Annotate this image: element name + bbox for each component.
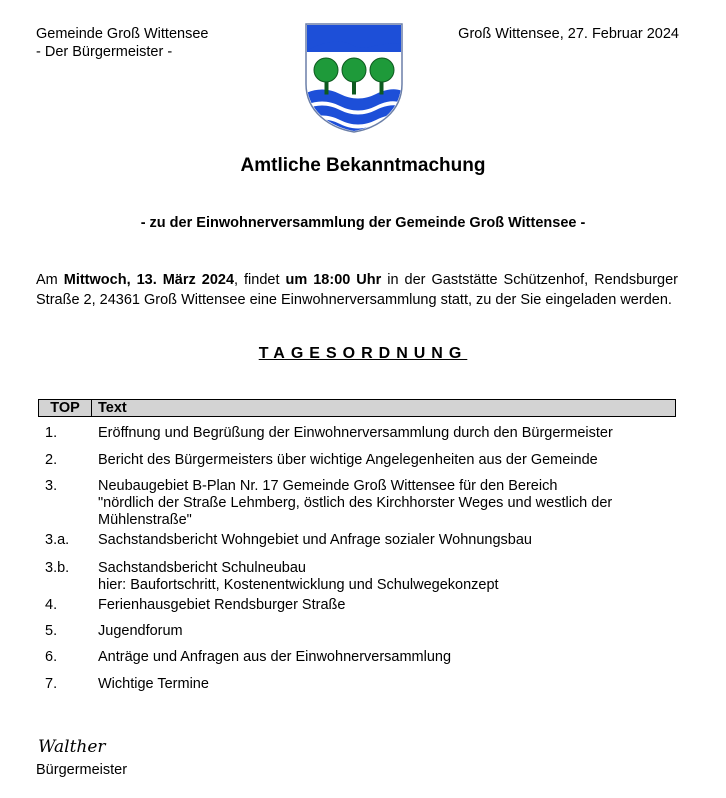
agenda-item-number: 6.: [45, 649, 58, 665]
agenda-item-text: Eröffnung und Begrüßung der Einwohnerversammlung durch den Bürgermeister: [98, 425, 613, 441]
agenda-item: [38, 560, 678, 594]
intro-text-2: , findet: [234, 272, 286, 288]
intro-text-3: in der Gaststätte Schützenhof, Rendsburger Straße 2, 24361 Groß Wittensee eine Einwohnerversammlung statt, zu der Sie eingeladen werden.: [36, 272, 679, 308]
agenda-item-number: 3.: [45, 478, 58, 494]
intro-text-1: Am: [36, 272, 64, 288]
intro-day-date: Mittwoch, 13. März 2024: [63, 272, 235, 288]
document-subtitle: - zu der Einwohnerversammlung der Gemeinde Groß Wittensee -: [140, 215, 586, 231]
agenda-item: [38, 452, 678, 469]
intro-paragraph: [36, 270, 678, 310]
agenda-item: [38, 597, 678, 614]
agenda-item-text: Jugendforum: [98, 623, 183, 639]
agenda-item-number: 1.: [45, 425, 58, 441]
signature: Walther: [38, 737, 106, 757]
agenda-item-text: Sachstandsbericht Wohngebiet und Anfrage sozialer Wohnungsbau: [98, 532, 532, 548]
agenda-item-text: Neubaugebiet B-Plan Nr. 17 Gemeinde Groß Wittensee für den Bereich: [98, 478, 558, 494]
agenda-item-text: Ferienhausgebiet Rendsburger Straße: [98, 597, 346, 613]
agenda-item: [38, 532, 678, 549]
agenda-item-number: 3.b.: [45, 560, 70, 576]
agenda-item-text: Mühlenstraße": [98, 512, 192, 528]
sender-office: - Der Bürgermeister -: [36, 44, 173, 60]
signature-role: Bürgermeister: [36, 762, 128, 778]
agenda-item-number: 2.: [45, 452, 58, 468]
agenda-item-text: Bericht des Bürgermeisters über wichtige Angelegenheiten aus der Gemeinde: [98, 452, 598, 468]
agenda-item-number: 5.: [45, 623, 58, 639]
sender-block: [36, 25, 208, 61]
place-date: Groß Wittensee, 27. Februar 2024: [458, 26, 679, 42]
column-header-text: Text: [98, 400, 127, 416]
crest-icon: [304, 22, 404, 134]
agenda-item-text: hier: Baufortschritt, Kostenentwicklung und Schulwegekonzept: [98, 577, 499, 593]
agenda-item-text: "nördlich der Straße Lehmberg, östlich des Kirchhorster Weges und westlich der: [98, 495, 613, 511]
column-header-top: TOP: [39, 400, 92, 416]
agenda-item-number: 7.: [45, 676, 58, 692]
agenda-heading: TAGESORDNUNG: [258, 345, 468, 362]
agenda-item-text: Sachstandsbericht Schulneubau: [98, 560, 306, 576]
agenda-item: [38, 623, 678, 640]
agenda-item-number: 4.: [45, 597, 58, 613]
intro-time: um 18:00 Uhr: [285, 272, 382, 288]
document-title: Amtliche Bekanntmachung: [240, 155, 486, 176]
agenda-item: [38, 425, 678, 442]
agenda-item-number: 3.a.: [45, 532, 70, 548]
agenda-table-header: [38, 399, 676, 417]
agenda-item: [38, 649, 678, 666]
agenda-item-text: Anträge und Anfragen aus der Einwohnerversammlung: [98, 649, 452, 665]
sender-municipality: Gemeinde Groß Wittensee: [36, 26, 209, 42]
agenda-item: [38, 478, 678, 529]
agenda-item-text: Wichtige Termine: [98, 676, 209, 692]
agenda-item: [38, 676, 678, 693]
